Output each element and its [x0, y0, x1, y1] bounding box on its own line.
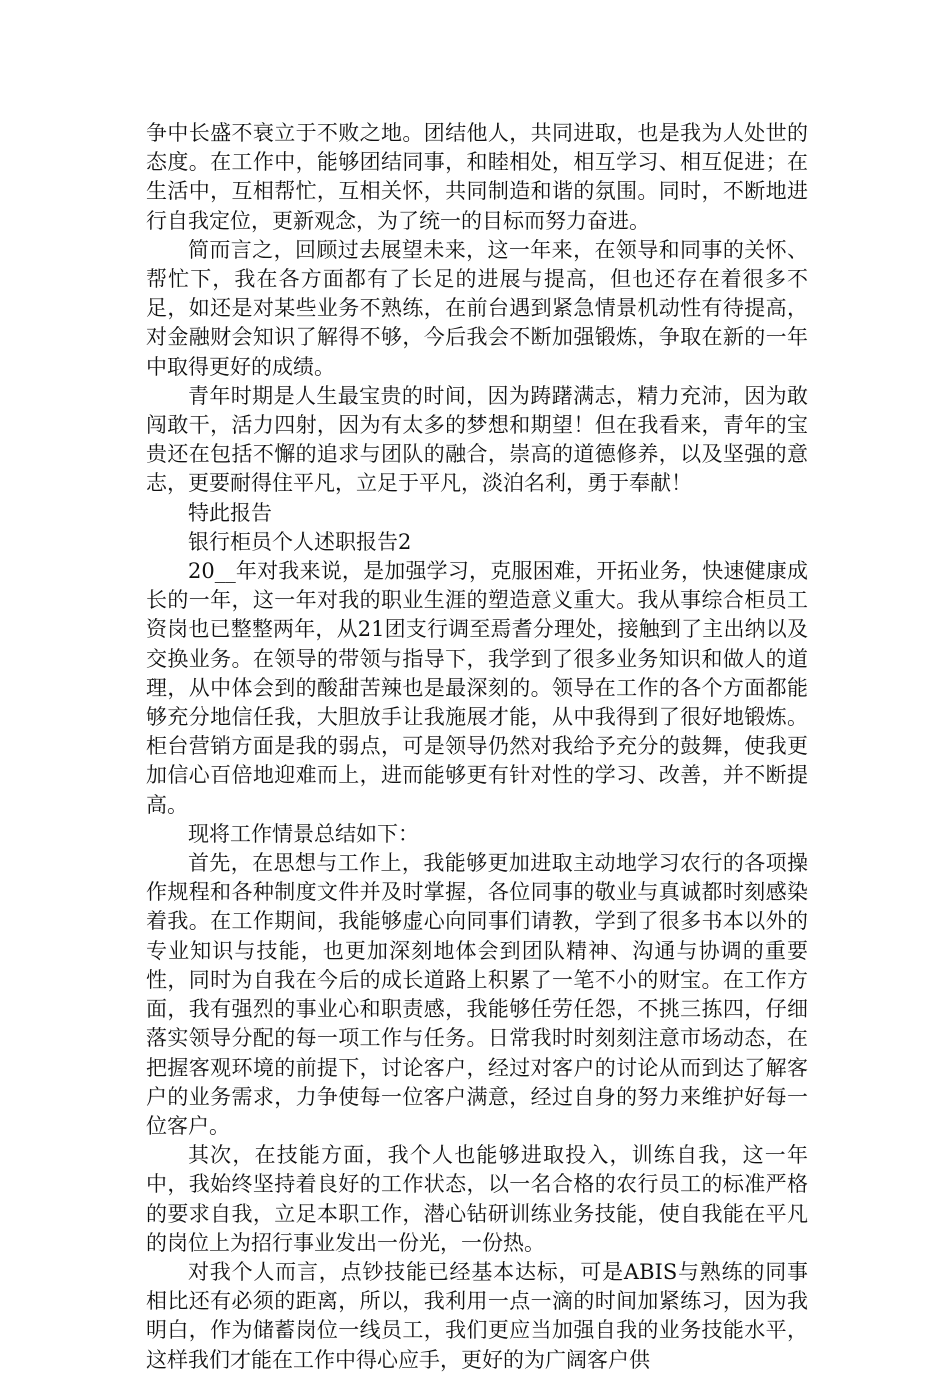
paragraph-first: 首先，在思想与工作上，我能够更加进取主动地学习农行的各项操作规程和各种制度文件并及时掌握，各位同事的敬业与真诚都时刻感染着我。在工作期间，我能够虚心向同事们请教，学到了很多书本以外的专业知识与技能，也更加深刻地体会到团队精神、沟通与协调的重要性，同时为自我在今后的成长道路上积累了一笔不小的财宝。在工作方面，我有强烈的事业心和职责感，我能够任劳任怨，不挑三拣四，仔细落实领导分配的每一项工作与任务。日常我时时刻刻注意市场动态，在把握客观环境的前提下，讨论客户，经过对客户的讨论从而到达了解客户的业务需求，力争使每一位客户满意，经过自身的努力来维护好每一位客户。 — [146, 851, 808, 1138]
section-title: 银行柜员个人述职报告2 — [188, 529, 412, 554]
paragraph-personal: 对我个人而言，点钞技能已经基本达标，可是ABIS与熟练的同事相比还有必须的距离，所以，我利用一点一滴的时间加紧练习，因为我明白，作为储蓄岗位一线员工，我们更应当加强自我的业务技能水平，这样我们才能在工作中得心应手，更好的为广阔客户供 — [146, 1259, 808, 1372]
paragraph-year-overview: 20__年对我来说，是加强学习，克服困难，开拓业务，快速健康成长的一年，这一年对我的职业生涯的塑造意义重大。我从事综合柜员工资岗也已整整两年，从21团支行调至焉耆分理处，接触到了主出纳以及交换业务。在领导的带领与指导下，我学到了很多业务知识和做人的道理，从中体会到的酸甜苦辣也是最深刻的。领导在工作的各个方面都能够充分地信任我，大胆放手让我施展才能，从中我得到了很好地锻炼。柜台营销方面是我的弱点，可是领导仍然对我给予充分的鼓舞，使我更加信心百倍地迎难而上，进而能够更有针对性的学习、改善，并不断提高。 — [146, 559, 808, 817]
paragraph-summary-intro: 现将工作情景总结如下： — [188, 821, 419, 846]
paragraph-continuation: 争中长盛不衰立于不败之地。团结他人，共同进取，也是我为人处世的态度。在工作中，能够团结同事，和睦相处，相互学习、相互促进；在生活中，互相帮忙，互相关怀，共同制造和谐的氛围。同时，不断地进行自我定位，更新观念，为了统一的目标而努力奋进。 — [146, 121, 808, 233]
paragraph-youth: 青年时期是人生最宝贵的时间，因为踌躇满志，精力充沛，因为敢闯敢干，活力四射，因为有太多的梦想和期望！但在我看来，青年的宝贵还在包括不懈的追求与团队的融合，崇高的道德修养，以及坚强的意志，更要耐得住平凡，立足于平凡，淡泊名利，勇于奉献！ — [146, 383, 808, 496]
report-closing: 特此报告 — [188, 500, 272, 525]
paragraph-summary: 简而言之，回顾过去展望未来，这一年来，在领导和同事的关怀、帮忙下，我在各方面都有了长足的进展与提高，但也还存在着很多不足，如还是对某些业务不熟练，在前台遇到紧急情景机动性有待提高，对金融财会知识了解得不够，今后我会不断加强锻炼，争取在新的一年中取得更好的成绩。 — [146, 237, 808, 379]
document-body — [146, 119, 808, 1375]
paragraph-second: 其次，在技能方面，我个人也能够进取投入，训练自我，这一年中，我始终坚持着良好的工作状态，以一名合格的农行员工的标准严格的要求自我，立足本职工作，潜心钻研训练业务技能，使自我能在平凡的岗位上为招行事业发出一份光，一份热。 — [146, 1143, 808, 1255]
